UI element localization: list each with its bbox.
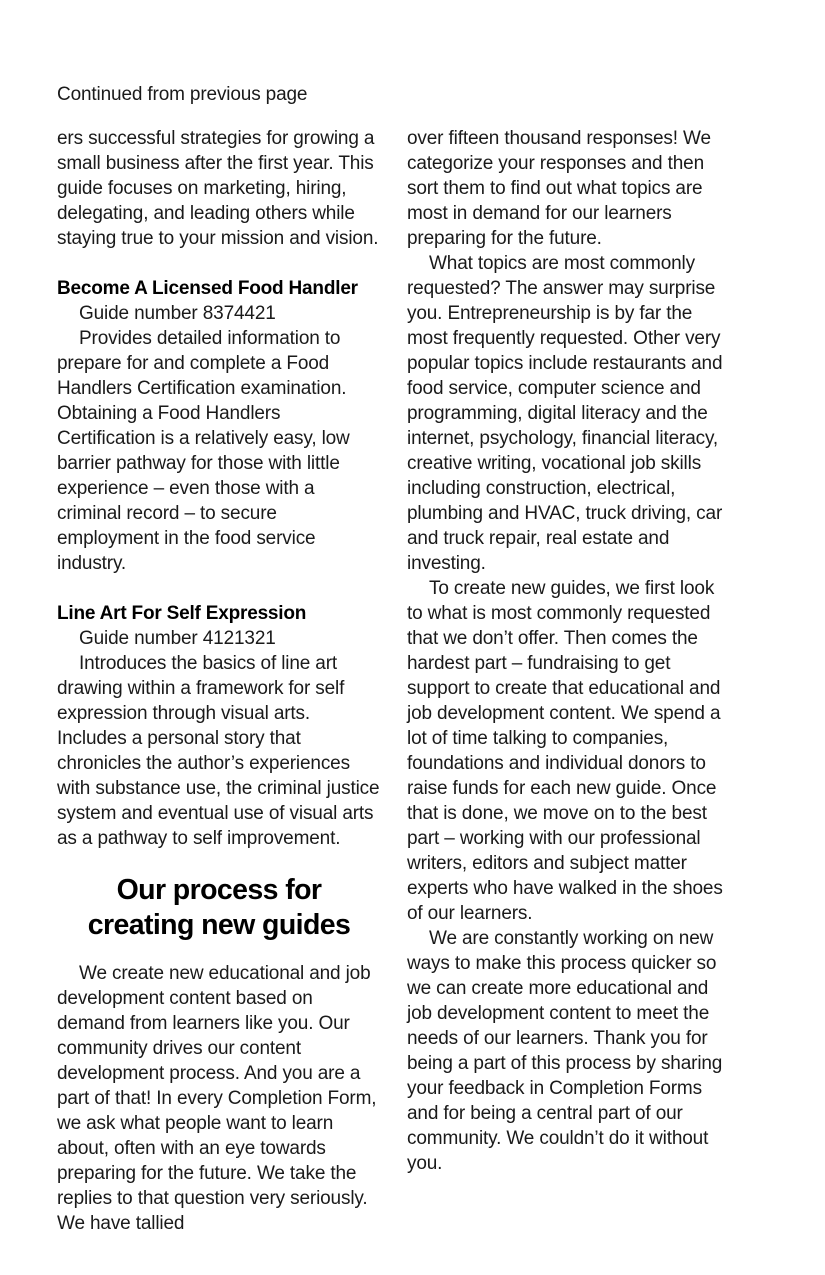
continued-from-previous-page-note: Continued from previous page (57, 84, 308, 105)
guide-description-line-art: Introduces the basics of line art drawing within a framework for self expression through visual arts. Includes a personal story that chronicles the author’s experiences with substance use, the criminal justice system and eventual use of visual arts as a pathway to self improvement. (57, 653, 380, 849)
section-heading-line-1: Our process for (116, 874, 322, 906)
left-column (57, 126, 381, 1236)
guide-number-line-art: Guide number 4121321 (79, 628, 276, 649)
right-paragraph-2: What topics are most commonly requested? The answer may surprise you. Entrepreneurship is by far the most frequently requested. Other very popular topics include restaurants and food service, computer science and programming, digital literacy and the internet, psychology, financial literacy, creative writing, vocational job skills including construction, electrical, plumbing and HVAC, truck driving, car and truck repair, real estate and investing. (407, 253, 723, 574)
section-heading (57, 873, 381, 943)
section-heading-line-2: creating new guides (87, 909, 351, 941)
right-column (407, 126, 731, 1176)
guide-number-food-handler: Guide number 8374421 (79, 303, 276, 324)
right-paragraph-3: To create new guides, we first look to what is most commonly requested that we don’t offer. Then comes the hardest part – fundraising to get support to create that educational and job development content. We spend a lot of time talking to companies, foundations and individual donors to raise funds for each new guide. Once that is done, we move on to the best part – working with our professional writers, editors and subject matter experts who have walked in the shoes of our learners. (407, 578, 723, 924)
intro-paragraph: ers successful strategies for growing a small business after the first year. This guide focuses on marketing, hiring, delegating, and leading others while staying true to your mission and vision. (57, 128, 379, 249)
two-column-body (57, 126, 732, 1234)
guide-description-food-handler: Provides detailed information to prepare for and complete a Food Handlers Certification examination. Obtaining a Food Handlers Certification is a relatively easy, low barrier pathway for those with little experience – even those with a criminal record – to secure employment in the food service industry. (57, 328, 350, 574)
right-paragraph-1: over fifteen thousand responses! We categorize your responses and then sort them to find out what topics are most in demand for our learners preparing for the future. (407, 128, 711, 249)
guide-title-line-art: Line Art For Self Expression (57, 603, 307, 624)
paragraph-spacer (57, 576, 381, 601)
guide-title-food-handler: Become A Licensed Food Handler (57, 278, 358, 299)
section-paragraph: We create new educational and job development content based on demand from learners like you. Our community drives our content development process. And you are a part of that! In every Completion Form, we ask what people want to learn about, often with an eye towards preparing for the future. We take the replies to that question very seriously. We have tallied (57, 963, 377, 1234)
right-paragraph-4: We are constantly working on new ways to make this process quicker so we can create more educational and job development content to meet the needs of our learners. Thank you for being a part of this process by sharing your feedback in Completion Forms and for being a central part of our community. We couldn’t do it without you. (407, 928, 723, 1174)
section-heading-block (57, 851, 381, 961)
paragraph-spacer (57, 251, 381, 276)
